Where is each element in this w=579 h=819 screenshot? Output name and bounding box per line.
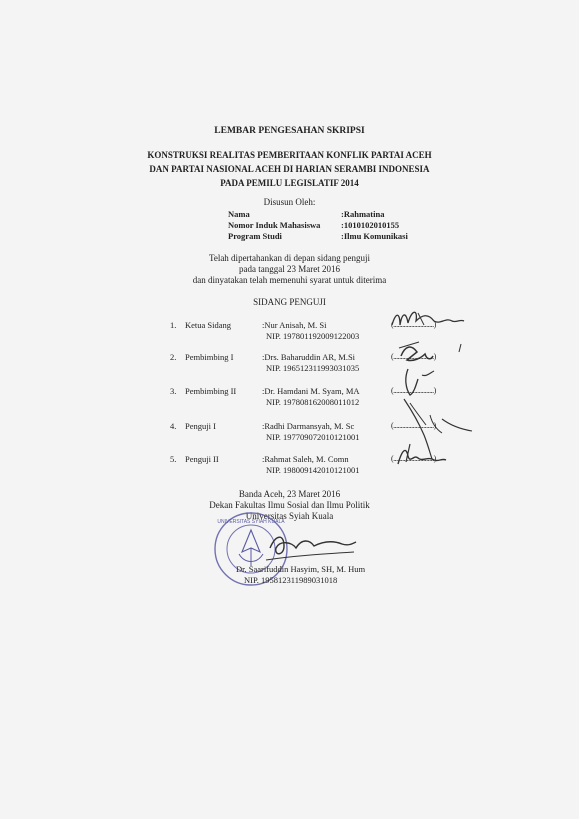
dean-signature-icon (262, 526, 358, 566)
thesis-title-line-2: DAN PARTAI NASIONAL ACEH DI HARIAN SERAMBI INDONESIA (149, 164, 430, 174)
examiner-1-role: Ketua Sidang (185, 320, 232, 330)
examiner-1-nip: NIP. 197801192009122003 (266, 331, 360, 341)
examiner-4-name: :Radhi Darmansyah, M. Sc (262, 421, 355, 431)
examiner-3-number: 3. (170, 386, 177, 396)
document-heading: LEMBAR PENGESAHAN SKRIPSI (214, 126, 365, 136)
examiner-4-nip: NIP. 197709072010121001 (266, 432, 360, 442)
author-nim-label: Nomor Induk Mahasiswa (228, 220, 321, 230)
examiner-5-name: :Rahmat Saleh, M. Comn (262, 454, 349, 464)
committee-heading: SIDANG PENGUJI (253, 297, 326, 307)
examiner-2-name: :Drs. Baharuddin AR, M.Si (262, 352, 356, 362)
dean-name: Dr. Saarifuddin Hasyim, SH, M. Hum (236, 564, 366, 574)
examiner-2-number: 2. (170, 352, 177, 362)
defense-line-3: dan dinyatakan telah memenuhi syarat untuk diterima (192, 275, 387, 285)
examiner-3-nip: NIP. 197808162008011012 (266, 397, 360, 407)
examiner-4-role: Penguji I (185, 421, 216, 431)
place-and-date: Banda Aceh, 23 Maret 2016 (238, 489, 341, 499)
prepared-by: Disusun Oleh: (263, 197, 316, 207)
examiner-5-role: Penguji II (185, 454, 219, 464)
examiner-3-role: Pembimbing II (185, 386, 237, 396)
examiner-5-signature-line: (...........................) (391, 454, 436, 463)
defense-line-1: Telah dipertahankan di depan sidang penguji (208, 253, 371, 263)
examiner-2-nip: NIP. 196512311993031035 (266, 363, 360, 373)
examiner-5-signature-icon (392, 440, 452, 470)
examiner-5-nip: NIP. 198009142010121001 (266, 465, 360, 475)
examiner-1-name: :Nur Anisah, M. Si (262, 320, 327, 330)
examiner-4-signature-line: (...........................) (391, 421, 436, 430)
author-program-label: Program Studi (228, 231, 282, 241)
svg-text:UNIVERSITAS SYIAH KUALA: UNIVERSITAS SYIAH KUALA (217, 519, 285, 525)
thesis-title-line-3: PADA PEMILU LEGISLATIF 2014 (220, 178, 359, 188)
examiner-1-signature-icon (388, 305, 468, 335)
examiner-2-signature-icon (395, 338, 470, 368)
dean-position: Dekan Fakultas Ilmu Sosial dan Ilmu Politik (209, 500, 370, 510)
author-name-label: Nama (228, 209, 250, 219)
examiner-5-number: 5. (170, 454, 177, 464)
author-program-value: :Ilmu Komunikasi (341, 231, 408, 241)
examiner-3-signature-line: (...........................) (391, 386, 436, 395)
examiner-1-number: 1. (170, 320, 177, 330)
university-name: Universitas Syiah Kuala (245, 511, 334, 521)
examiner-2-signature-line: (...........................) (391, 352, 436, 361)
dean-nip: NIP. 195812311989031018 (244, 575, 338, 585)
thesis-title-line-1: KONSTRUKSI REALITAS PEMBERITAAN KONFLIK PARTAI ACEH (147, 150, 432, 160)
examiner-1-signature-line: (...........................) (391, 320, 436, 329)
author-nim-value: :1010102010155 (341, 220, 400, 230)
author-name-value: :Rahmatina (341, 209, 385, 219)
defense-line-2: pada tanggal 23 Maret 2016 (239, 264, 340, 274)
examiner-4-number: 4. (170, 421, 177, 431)
examiner-2-role: Pembimbing I (185, 352, 234, 362)
examiner-3-name: :Dr. Hamdani M. Syam, MA (262, 386, 360, 396)
